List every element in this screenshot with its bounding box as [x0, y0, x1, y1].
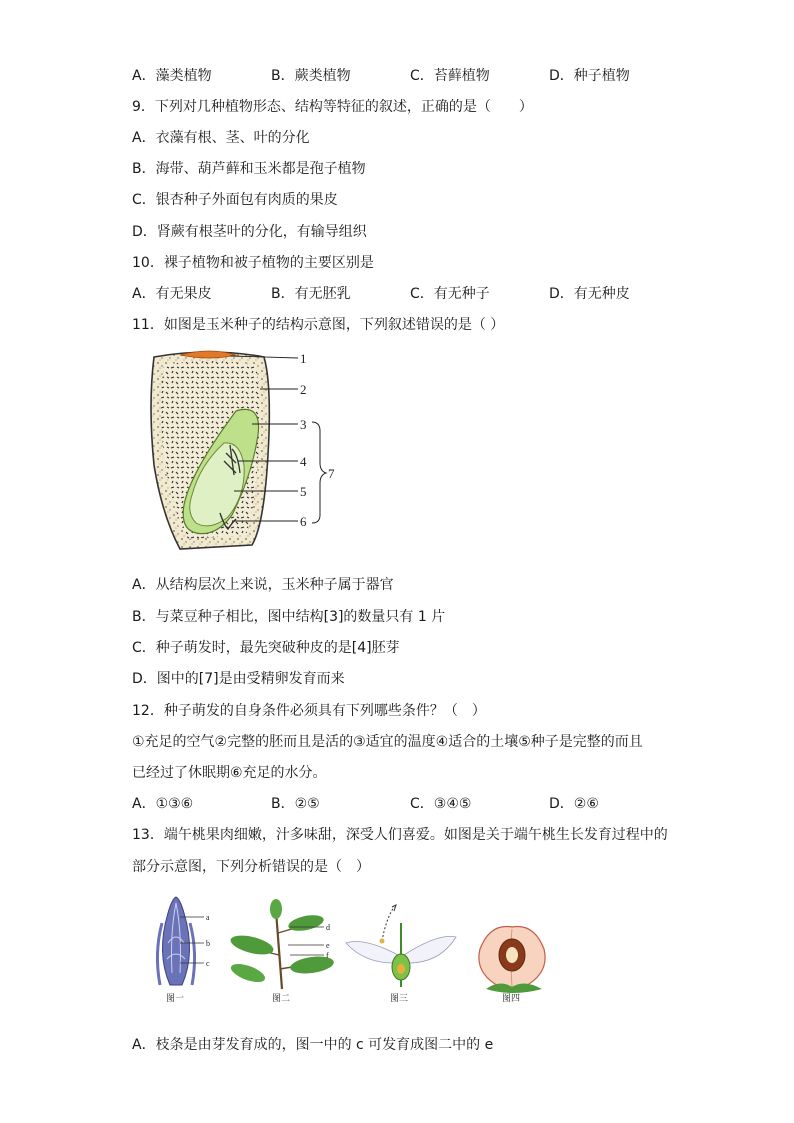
label-4: 4 — [300, 454, 307, 469]
label-b: b — [206, 939, 210, 948]
bud-diagram — [157, 897, 210, 1004]
q13-stem-2: 部分示意图，下列分析错误的是（ ） — [132, 859, 370, 875]
label-3: 3 — [300, 417, 307, 432]
q12-conditions-1: ①充足的空气②完整的胚而且是活的③适宜的温度④适合的土壤⑤种子是完整的而且 — [132, 734, 643, 750]
q13-stem-1: 13．端午桃果肉细嫩，汁多味甜，深受人们喜爱。如图是关于端午桃生长发育过程中的 — [132, 827, 668, 843]
peach-diagram — [479, 926, 545, 1004]
q8-option-c: C．苔藓植物 — [410, 68, 490, 84]
caption-fig1: 图一 — [166, 994, 185, 1004]
label-2: 2 — [300, 382, 307, 397]
q12-option-a: A．①③⑥ — [132, 796, 194, 812]
q10-option-b: B．有无胚乳 — [271, 286, 351, 302]
q11-option-b: B．与菜豆种子相比，图中结构[3]的数量只有 1 片 — [132, 609, 446, 625]
label-d: d — [326, 923, 330, 932]
brace — [312, 422, 326, 523]
q9-option-b: B．海带、葫芦藓和玉米都是孢子植物 — [132, 161, 366, 177]
q11-stem: 11．如图是玉米种子的结构示意图，下列叙述错误的是（ ） — [132, 317, 505, 333]
q11-option-c: C．种子萌发时，最先突破种皮的是[4]胚芽 — [132, 640, 400, 656]
label-c: c — [206, 959, 210, 968]
q10-option-d: D．有无种皮 — [549, 286, 630, 302]
q8-option-b: B．蕨类植物 — [271, 68, 351, 84]
q9-stem: 9．下列对几种植物形态、结构等特征的叙述，正确的是（ ） — [132, 99, 533, 115]
q12-option-d: D．②⑥ — [549, 796, 599, 812]
flower-diagram — [346, 905, 456, 1004]
label-7: 7 — [328, 466, 335, 481]
q10-option-c: C．有无种子 — [410, 286, 490, 302]
q9-option-a: A．衣藻有根、茎、叶的分化 — [132, 130, 310, 146]
q11-option-a: A．从结构层次上来说，玉米种子属于器官 — [132, 577, 394, 593]
q8-option-a: A．藻类植物 — [132, 68, 212, 84]
corn-seed-diagram — [140, 345, 350, 560]
q12-conditions-2: 已经过了休眠期⑥充足的水分。 — [132, 765, 327, 781]
label-6: 6 — [300, 514, 307, 529]
peach-development-figure — [150, 893, 560, 1008]
label-5: 5 — [300, 484, 307, 499]
label-1: 1 — [300, 351, 307, 366]
caption-fig4: 图四 — [502, 994, 521, 1004]
caption-fig3: 图三 — [390, 994, 409, 1004]
label-f: f — [326, 951, 329, 960]
q10-option-a: A．有无果皮 — [132, 286, 212, 302]
q12-option-c: C．③④⑤ — [410, 796, 472, 812]
label-a: a — [206, 913, 210, 922]
q10-stem: 10．裸子植物和被子植物的主要区别是 — [132, 255, 374, 271]
caption-fig2: 图二 — [272, 994, 291, 1004]
q11-option-d: D．图中的[7]是由受精卵发育而来 — [132, 671, 345, 687]
q12-stem: 12．种子萌发的自身条件必须具有下列哪些条件？（ ） — [132, 703, 486, 719]
q9-option-d: D．肾蕨有根茎叶的分化，有输导组织 — [132, 224, 367, 240]
q9-option-c: C．银杏种子外面包有肉质的果皮 — [132, 192, 338, 208]
q8-option-d: D．种子植物 — [549, 68, 630, 84]
branch-diagram — [229, 899, 335, 1004]
label-e: e — [326, 941, 330, 950]
q13-option-a: A．枝条是由芽发育成的，图一中的 c 可发育成图二中的 e — [132, 1037, 494, 1053]
q12-option-b: B．②⑤ — [271, 796, 320, 812]
